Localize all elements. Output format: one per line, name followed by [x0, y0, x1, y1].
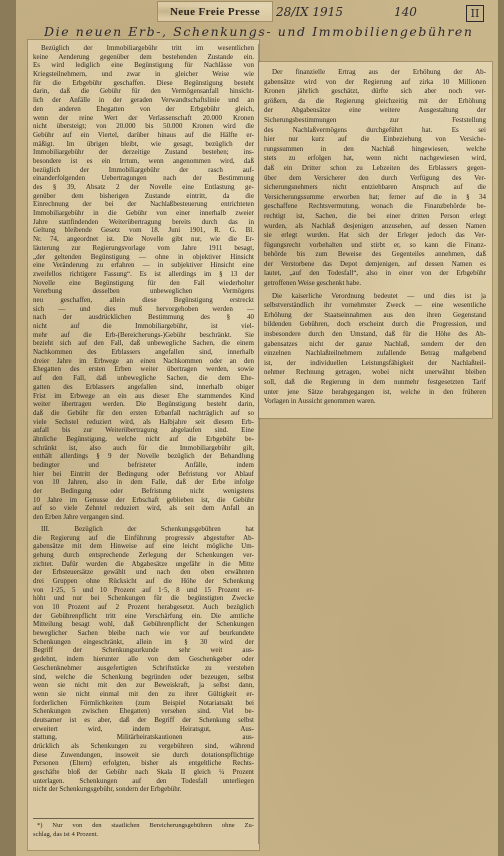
text-line: Gebühr auf ein Viertel, darüber hinaus auf die Hälfte er-: [33, 130, 254, 139]
text-line: sind, welche die Schenkung begründen oder bezeugen, selbst: [33, 672, 254, 681]
text-line: einanderfolgenden Uebertragungen nach der Bestimmung: [33, 174, 254, 183]
text-line: schlag, das ist 4 Prozent.: [33, 830, 99, 838]
text-line: die Regierung auf die Einführung progressiv abgestufter Ab-: [33, 533, 254, 542]
text-line: für die Erbgebühr geschaffen. Diese Begünstigung besteht: [33, 78, 254, 87]
text-line: fügungsrecht vorbehalten und stirbt er, so kann die Finanz-: [264, 240, 486, 249]
text-line: Nachkommen des Erblassers angefallen sind, innerhalb: [33, 348, 254, 357]
text-line: Versicherungssumme erworben hat; ferner auf die in § 34: [264, 192, 486, 201]
text-line: beweglicher Sachen bleibe nach wie vor auf beurkundete: [33, 629, 254, 638]
text-line: wurden, als Nachlaß desjenigen anzusehen, auf dessen Namen: [264, 221, 486, 230]
text-line: Erhöhung der Staatseinnahmen aus den ihren Gegenstand: [264, 310, 486, 319]
text-line: Immobiliargebühr der derzeitige Zustand bestehen; ins-: [33, 148, 254, 157]
text-line: gatten des Erblassers angefallen sind, innerhalb obiger: [33, 382, 254, 391]
text-line: zweifellos richtigere Fassung“. Es ist allerdings im § 13 der: [33, 269, 254, 278]
text-line: sicherungsnehmers nicht entziehbaren Anspruch auf die: [264, 183, 486, 192]
paragraph: [33, 44, 254, 522]
text-line: rungssummen in den Nachlaß hingewiesen, welche: [264, 144, 486, 153]
text-line: den Erben Jahre vergangen sind.: [33, 513, 125, 522]
text-line: Begriff der Schenkungsurkunde sehr weit aus-: [33, 646, 254, 655]
text-line: Es wird lediglich eine Begünstigung für Nachlässe von: [33, 61, 254, 70]
text-line: einzelnen Nachlaßteilnehmern zufallende Betrag maßgebend: [264, 349, 486, 358]
text-line: darin, daß die Gebühr für den Vermögensanfall hinsicht-: [33, 87, 254, 96]
text-line: nehmer Rechnung getragen, wobei nicht unerwähnt bleiben: [264, 368, 486, 377]
text-line: „der geltenden Begünstigung — ohne in objektiver Hinsicht: [33, 252, 254, 261]
text-line: anfall bis zur Weiterübertragung abgelaufen sind. Eine: [33, 426, 254, 435]
text-line: Schenkungen zwischen Ehegatten) versehen sind. Viel be-: [33, 707, 254, 716]
text-line: behörde bis zum Beweise des Gegenteiles annehmen, daß: [264, 250, 486, 259]
text-line: bedingter und befristeter Anfälle, indem: [33, 461, 254, 469]
text-line: mäßigt. Im übrigen bleibt, wie gesagt, bezüglich der: [33, 139, 254, 148]
text-line: der Abgabensätze eine weitere Ausgestaltung der: [264, 106, 486, 115]
text-line: nicht auf die Immobiliargebühr, ist viel-: [33, 322, 254, 330]
text-line: stets zu erfolgen hat, wenn nicht nachgewiesen wird,: [264, 154, 486, 163]
text-line: genüber dem bisherigen Zustande eintritt, da die: [33, 191, 254, 200]
text-line: Kriegsteilnehmern, und zwar in gleicher Weise wie: [33, 70, 254, 79]
text-line: Novelle eine Begünstigung für den Fall wiederholter: [33, 278, 254, 287]
text-line: getroffenen Weise geschenkt habe.: [264, 279, 362, 288]
text-line: diese Zuwendungen, insoweit sie durch dotationspflichtige: [33, 750, 254, 759]
text-line: eine Veränderung zu erfahren — in subjektiver Hinsicht eine: [33, 261, 254, 270]
text-line: über dem Versicherer den durch Verfügung des Ver-: [264, 173, 486, 182]
text-line: höht und nur bei Schenkungen für die begünstigten Zwecke: [33, 594, 254, 603]
text-line: soll, daß die Regierung in dem nunmehr festgesetzten Tarif: [264, 378, 486, 386]
text-line: lautet, „auf den Todesfall“, also in einer von der Erbgebühr: [264, 269, 486, 278]
text-line: viele Sechstel reduziert wird, als Halbjahre seit diesem Erb-: [33, 417, 254, 426]
text-line: bezieht sich auf den Fall, daß unbewegliche Sachen, die einem: [33, 339, 254, 348]
text-line: sie erlegt wurden. Hat sich der Erleger jedoch das Ver-: [264, 231, 486, 240]
text-line: lich der Anfälle in der geraden Verwandtschaftslinie und an: [33, 96, 254, 105]
handwritten-headline: Die neuen Erb-, Schenkungs- und Immobiliengebühren: [44, 24, 474, 39]
text-line: insbesondere durch den Umstand, daß für die Höhe des Ab-: [264, 330, 486, 339]
text-line: ähnliche Begünstigung, welche nicht auf die Erbgebühr be-: [33, 434, 254, 443]
text-line: von 10 Jahren, also in dem Falle, daß der Erbe infolge: [33, 478, 254, 487]
text-line: hier bei Eintritt der Bedingung oder Befristung vor Ablauf: [33, 469, 254, 478]
handwritten-archive-number: 140: [394, 5, 417, 19]
text-line: Der finanzielle Ertrag aus der Erhöhung der Ab-: [272, 68, 486, 76]
text-line: stattung, Militärheiratskautionen aus-: [33, 733, 254, 742]
text-line: Vererbung desselben unbeweglichen Vermögens: [33, 287, 254, 296]
text-line: auf so viele Zehntel reduziert wird, als seit dem Anfall an: [33, 504, 254, 513]
text-line: 10 Jahre im Genusse der Erbschaft geblieben ist, die Gebühr: [33, 495, 254, 504]
text-line: enthält allerdings § 9 der Novelle bezüglich der Behandlung: [33, 452, 254, 461]
text-line: daß ein Dritter schon zu Lebzeiten des Erblassers gegen-: [264, 163, 486, 172]
text-line: Frist im Erbwege an ein aus dieser Ehe stammendes Kind: [33, 391, 254, 400]
text-line: forderlichen Förmlichkeiten (zum Beispiel Notariatsakt bei: [33, 698, 254, 707]
text-line: Einrechnung der bei der Nachlaßbesteuerung entrichteten: [33, 200, 254, 209]
paragraph: [264, 292, 486, 407]
text-line: erweitert wird, indem Heiratsgut, Aus-: [33, 724, 254, 733]
text-line: besondere ist es ein Irrtum, wenn angenommen wird, daß: [33, 156, 254, 165]
text-line: gehung durch entsprechende Zerlegung der Schenkungen ver-: [33, 550, 254, 559]
text-line: Jahre stattfindenden Weiterübertragung bereits durch das in: [33, 217, 254, 226]
text-line: deutsamer ist es aber, daß der Begriff der Schenkung selbst: [33, 715, 254, 724]
left-column-text: [33, 44, 254, 798]
text-line: gabensatzes nicht der ganze Nachlaß, sondern der den: [264, 339, 486, 348]
text-line: von 1·25, 5 und 10 Prozent auf 1·5, 8 und 15 Prozent er-: [33, 585, 254, 594]
text-line: der Gebührenpflicht tritt eine Verschärfung ein. Die amtliche: [33, 611, 254, 620]
paragraph: [33, 822, 254, 839]
text-line: der Verstorbene das Depot demjenigen, auf dessen Namen es: [264, 259, 486, 268]
masthead-title: Neue Freie Presse: [169, 6, 261, 18]
text-line: wenn der reine Wert der Verlassenschaft 20.000 Kronen: [33, 113, 254, 122]
text-line: Immobiliargebühr in die Gebühr von einer innerhalb zweier: [33, 209, 254, 218]
text-line: von 10 Prozent auf 2 Prozent herabgesetzt. Auch bezüglich: [33, 603, 254, 611]
text-line: *) Nur von den staatlichen Bereicherungsgebühren ohne Zu-: [37, 822, 254, 829]
text-line: keine Aenderung gegenüber dem bestehenden Zustande ein.: [33, 52, 254, 61]
handwritten-date: 28/IX 1915: [276, 5, 343, 19]
text-line: neu geschaffen, allein diese Begünstigung erstreckt: [33, 295, 254, 304]
text-line: gabensätze mit dem Hinweise auf eine leicht mögliche Um-: [33, 542, 254, 551]
right-column-text: [264, 68, 486, 414]
text-line: nach der ausdrücklichen Bestimmung des § 40: [33, 313, 254, 322]
text-line: Geltung bleibende Gesetz vom 18. Juni 1901, R. G. Bl.: [33, 226, 254, 235]
text-line: geschaffene Rechtsvermutung, wonach die Finanzbehörde be-: [264, 202, 486, 211]
text-line: dreier Jahre im Erbwege an einen Nachkommen oder an den: [33, 356, 254, 365]
text-line: hier nur kurz auf die Einbeziehung von Versiche-: [264, 135, 486, 144]
text-line: läuterung zur Regierungsvorlage vom Jahre 1911 besagt,: [33, 243, 254, 252]
text-line: Bezüglich der Immobiliargebühr tritt im wesentlichen: [41, 44, 254, 52]
text-line: Mitteilung besagt wohl, daß Gebührenpflicht der Schenkungen: [33, 620, 254, 629]
text-line: Geschenknehmer ausgefertigten Schriftstücke zu verstehen: [33, 663, 254, 672]
text-line: bezüglich der Immobiliargebühr der rasch auf-: [33, 165, 254, 174]
text-line: des § 39, Absatz 2 der Novelle eine Entlastung ge-: [33, 183, 254, 191]
footnote-rule: [33, 818, 254, 819]
text-line: Vorlagen in Aussicht genommen waren.: [264, 397, 376, 406]
paragraph: [33, 525, 254, 794]
text-line: wenn sie nicht mit den zur Beweiskraft, ja selbst dann,: [33, 681, 254, 690]
text-line: daß die Gebühr für den ersten Erbanfall nachträglich auf so: [33, 408, 254, 417]
text-line: sich — und dies muß hervorgehoben werden —: [33, 304, 254, 313]
text-line: Die kaiserliche Verordnung bedeutet — und dies ist ja: [272, 291, 486, 300]
text-line: III. Bezüglich der Schenkungsgebühren hat: [41, 524, 254, 533]
text-line: selbstverständlich ihr vornehmster Zweck — eine wesentliche: [264, 301, 486, 310]
text-line: auf den Fall, daß unbewegliche Sachen, die dem Ehe-: [33, 374, 254, 383]
text-line: rechtigt ist, Sachen, die bei einer dritten Person erlegt: [264, 211, 486, 220]
column-rule: [258, 44, 259, 844]
text-line: unter jene Sätze herabgegangen ist, welche in den früheren: [264, 387, 486, 396]
text-line: des Nachlaßvermögens durchgeführt hat. Es sei: [264, 125, 486, 134]
text-line: gedehnt, indem hierunter alle von dem Geschenkgeber oder: [33, 655, 254, 664]
paragraph: [264, 68, 486, 289]
text-line: mehr auf die Erb-(Bereicherungs-)Gebühr beschränkt. Sie: [33, 330, 254, 339]
text-line: Sicherungsbestimmungen zur Feststellung: [264, 115, 486, 124]
text-line: Kronen jährlich geschätzt, dürfte sich aber noch ver-: [264, 87, 486, 96]
text-line: geschäfte bloß der Gebühr nach Skala II gleich ¼ Prozent: [33, 768, 254, 777]
text-line: Schenkungen eingeschränkt, allein im § 30 wird der: [33, 637, 254, 646]
text-line: unterlagen. Schenkungen auf den Todesfall unterliegen: [33, 776, 254, 785]
text-line: ist, der individuellen Leistungsfähigkeit der Nachlaßteil-: [264, 358, 486, 367]
text-line: Ehegatten des ersten Erben weiter übertragen werden, sowie: [33, 365, 254, 374]
text-line: wenn sie nicht einmal mit den zu ihrer Gültigkeit er-: [33, 689, 254, 698]
text-line: Personen (Eltern) erfolgten, bisher als entgeltliche Rechts-: [33, 759, 254, 768]
text-line: drücklich als Schenkungen zu vergebühren sind, während: [33, 742, 254, 750]
text-line: gabensätze wird von der Regierung auf zirka 10 Millionen: [264, 77, 486, 86]
text-line: bildenden Gebühren, doch erscheint durch die Progression, und: [264, 320, 486, 329]
text-line: größern, da die Regierung gleichzeitig mit der Erhöhung: [264, 96, 486, 105]
text-line: zichtet. Dafür wurden die Abgabesätze ungefähr in die Mitte: [33, 559, 254, 568]
text-line: der Bedingung oder Befristung nicht wenigstens: [33, 487, 254, 496]
footnote: [33, 822, 254, 844]
text-line: weiter übertragen werden. Die Begünstigung besteht darin,: [33, 400, 254, 409]
text-line: drei Gruppen ohne Rücksicht auf die Höhe der Schenkung: [33, 576, 254, 585]
text-line: nicht übersteigt; von 20.000 bis 50.000 Kronen wird die: [33, 122, 254, 131]
text-line: den anderen Ehegatten von der Erbgebühr gleich,: [33, 104, 254, 113]
text-line: nicht der Schenkungsgebühr, sondern der Erbgebühr.: [33, 785, 182, 794]
text-line: der Erbsteuersätze gewählt und nach den oben erwähnten: [33, 568, 254, 577]
handwritten-sheet-mark: II: [466, 5, 484, 22]
text-line: schränkt ist, also auch für die Immobiliargebühr gilt,: [33, 443, 254, 452]
text-line: Nr. 74, angeordnet ist. Die Novelle gibt nur, wie die Er-: [33, 235, 254, 244]
